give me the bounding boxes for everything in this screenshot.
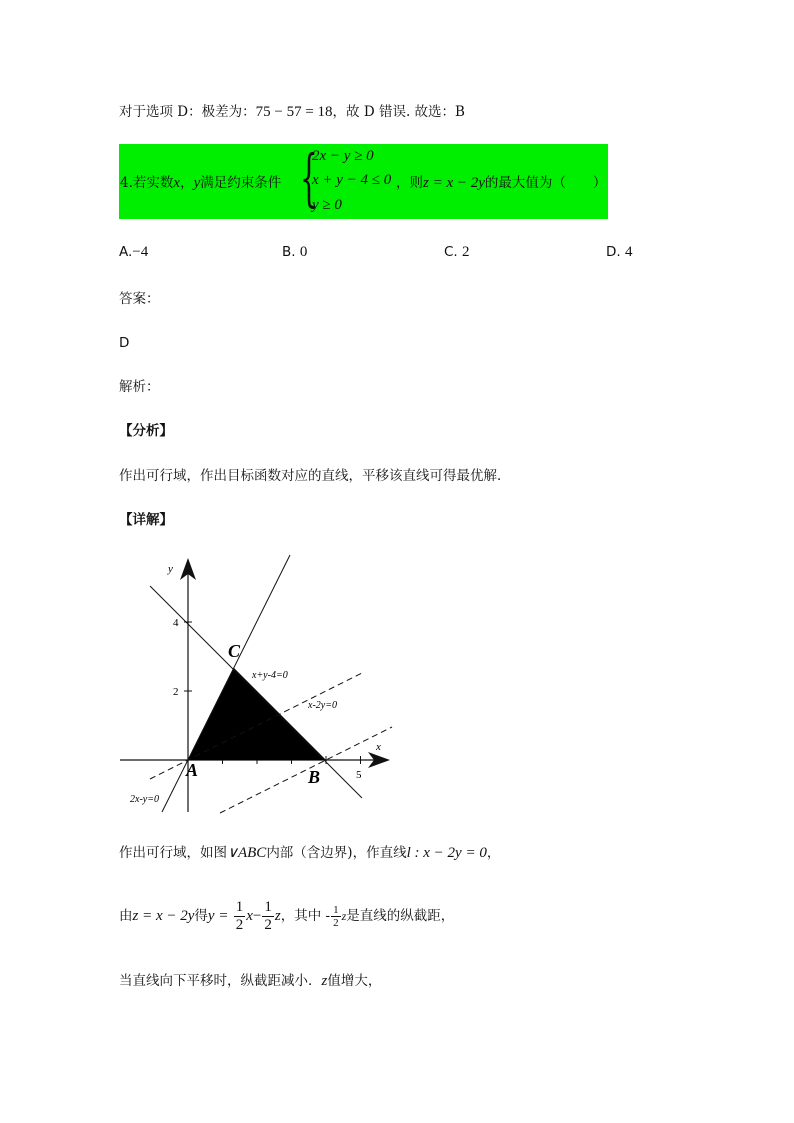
var-x: x — [173, 175, 181, 191]
line-x-y-4 — [150, 586, 362, 798]
question-comma: ， — [180, 175, 194, 191]
choice-d-value: 4 — [624, 244, 633, 260]
condition-1: 2x − y ≥ 0 — [312, 148, 374, 164]
fraction-3-numerator: 1 — [333, 904, 339, 916]
detail-line-1 — [119, 843, 500, 863]
answer-label: 答案： — [119, 291, 160, 307]
detail-1-text-b: 内部（含边界)，作直线 — [266, 845, 407, 861]
question-then: ，则 — [396, 175, 423, 191]
tick-x5-label: 5 — [356, 769, 362, 781]
choice-c-letter: C. — [444, 244, 458, 260]
section-analysis-heading: 【分析】 — [119, 423, 173, 439]
choice-d — [606, 244, 632, 261]
prev-answer-prefix: 对于选项 D：极差为： — [119, 104, 256, 120]
choice-c — [444, 244, 470, 261]
detail-1-text-c: ， — [486, 845, 501, 861]
point-c-label: C — [228, 641, 241, 661]
fraction-half-2 — [262, 899, 274, 934]
tick-y2-label: 2 — [173, 686, 179, 698]
prev-answer-formula: 75 − 57 = 18 — [255, 104, 333, 120]
choice-c-value: 2 — [462, 244, 470, 260]
condition-2: x + y − 4 ≤ 0 — [312, 172, 392, 188]
detail-3-var-z: z — [321, 973, 328, 989]
detail-3-text-b: 值增大， — [327, 973, 382, 989]
fraction-half-1 — [234, 899, 246, 934]
fraction-1-denominator: 2 — [235, 917, 244, 933]
condition-3: y ≥ 0 — [312, 197, 342, 213]
choice-b-letter: B. — [282, 244, 296, 260]
label-x-y-4: x+y-4=0 — [252, 670, 288, 681]
prev-answer-suffix: ，故 D 错误. 故选：B — [332, 104, 465, 120]
detail-line-2 — [119, 896, 454, 936]
section-detail-heading: 【详解】 — [119, 512, 173, 528]
detail-line-3 — [119, 971, 381, 991]
question-number: 4. — [120, 175, 133, 191]
detail-2-eq1: z = x − 2y — [132, 908, 195, 924]
detail-2-var-z: z — [274, 908, 281, 924]
detail-1-line-eq: l : x − 2y = 0 — [406, 845, 487, 861]
analysis-text: 作出可行域，作出目标函数对应的直线，平移该直线可得最优解． — [119, 468, 511, 484]
detail-2-text-c: ，其中 - — [280, 908, 331, 924]
detail-3-text-a: 当直线向下平移时，纵截距减小． — [119, 973, 322, 989]
label-x-2y: x-2y=0 — [308, 700, 337, 711]
fraction-half-3 — [331, 904, 341, 929]
choice-b-value: 0 — [299, 244, 308, 260]
fraction-2-numerator: 1 — [264, 899, 272, 915]
x-axis-label: x — [376, 741, 381, 753]
choice-d-letter: D. — [606, 244, 621, 260]
detail-2-text-d: z — [341, 909, 347, 923]
fraction-2-denominator: 2 — [264, 917, 272, 933]
choice-a-letter: A. — [119, 244, 133, 260]
fraction-1-numerator: 1 — [235, 899, 244, 915]
question-stem — [120, 171, 281, 192]
left-brace: { — [300, 141, 318, 214]
objective-function: z = x − 2y — [423, 175, 485, 191]
prev-answer-line — [119, 102, 465, 122]
question-stem-end: 的最大值为（ ） — [484, 175, 607, 191]
answer-value: D — [119, 335, 130, 351]
detail-2-text-e: 是直线的纵截距， — [346, 908, 455, 924]
var-y: y — [193, 175, 201, 191]
point-b-label: B — [308, 767, 321, 787]
detail-2-text-a: 由 — [119, 908, 133, 924]
detail-1-text-a: 作出可行域，如图 — [119, 845, 227, 861]
choice-b — [282, 244, 307, 261]
analysis-label: 解析： — [119, 379, 160, 395]
fraction-3-denominator: 2 — [333, 917, 339, 929]
question-tail — [396, 171, 606, 192]
detail-2-minus: − — [252, 908, 262, 924]
question-stem-start: 若实数 — [132, 175, 174, 191]
line-2x-y — [162, 555, 290, 812]
feasible-region — [188, 668, 326, 760]
detail-2-var-x: x — [246, 908, 253, 924]
detail-1-triangle: ∨ABC — [227, 845, 267, 861]
choice-a — [119, 244, 148, 261]
question-stem-mid: 满足约束条件 — [200, 175, 282, 191]
y-axis-label: y — [168, 563, 173, 575]
detail-2-eq2-lhs: y = — [207, 908, 229, 924]
tick-y4-label: 4 — [173, 617, 179, 629]
label-2x-y: 2x-y=0 — [130, 794, 159, 805]
feasible-region-figure — [118, 550, 398, 815]
detail-2-text-b: 得 — [194, 908, 208, 924]
point-a-label: A — [186, 760, 199, 780]
choice-a-value: −4 — [132, 244, 149, 260]
